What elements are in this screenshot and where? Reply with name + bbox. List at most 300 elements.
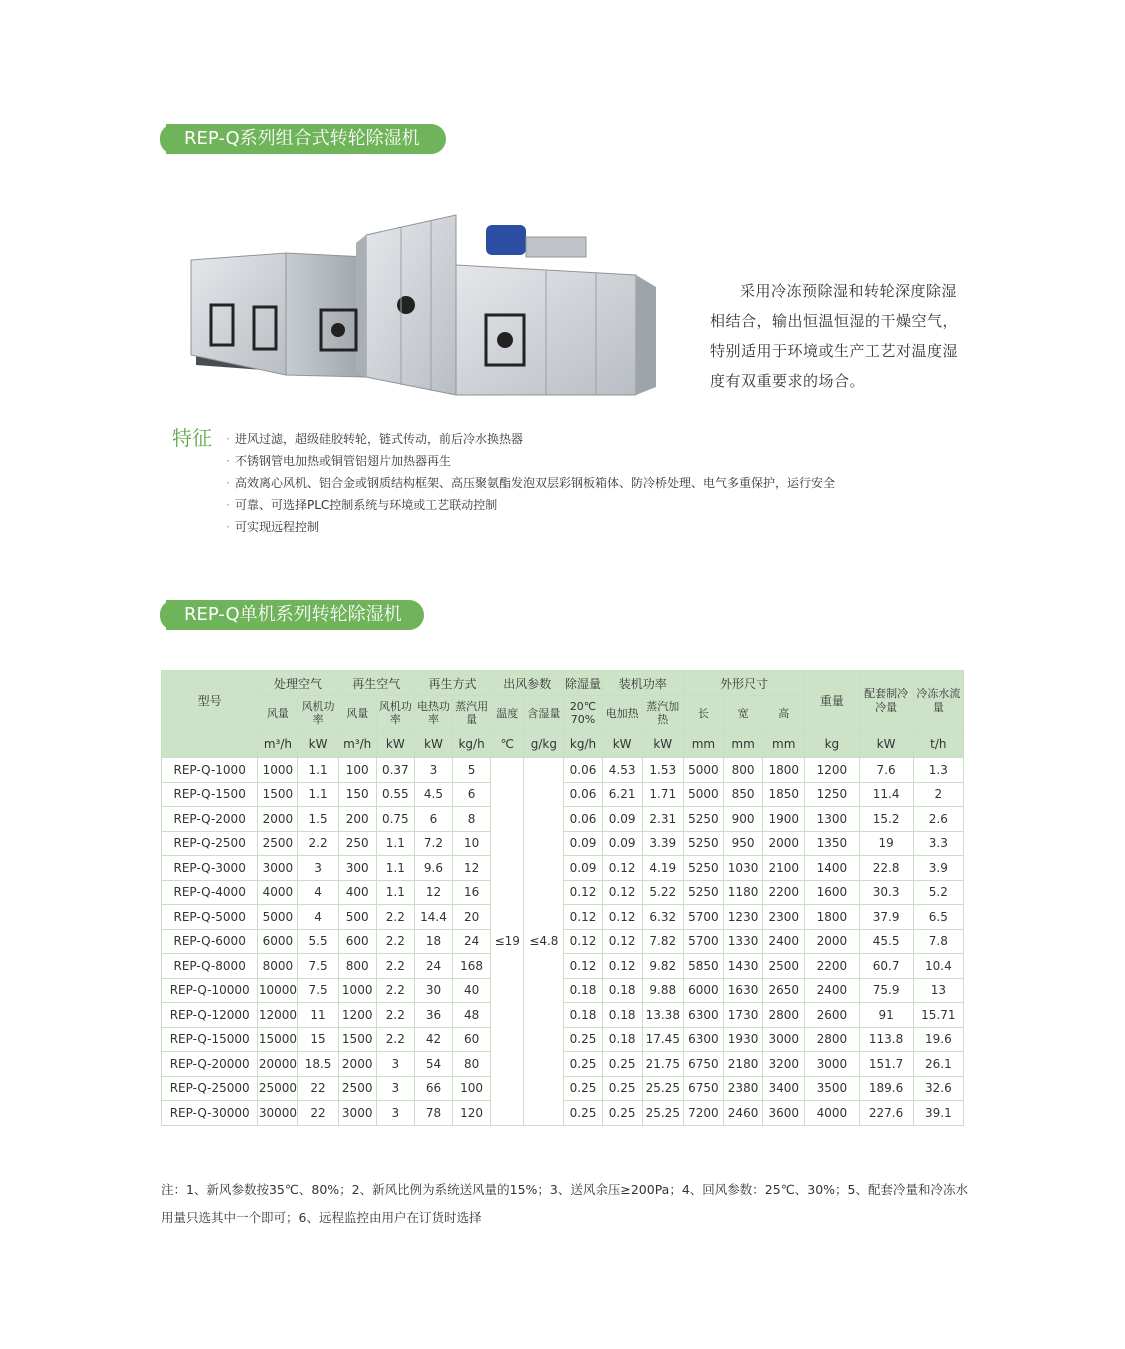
table-cell: 6750 (683, 1076, 723, 1101)
table-cell: 4.5 (414, 782, 452, 807)
table-cell: 18 (414, 929, 452, 954)
table-cell: 30000 (258, 1101, 298, 1126)
subheader: 温度 (491, 696, 524, 731)
table-cell: 1.1 (376, 831, 414, 856)
table-cell: 0.06 (564, 758, 602, 783)
table-cell: 850 (724, 782, 763, 807)
subheader: 高 (763, 696, 805, 731)
table-cell: 0.25 (564, 1027, 602, 1052)
feature-item: · 可靠、可选择PLC控制系统与环境或工艺联动控制 (226, 494, 836, 516)
spec-table-body (162, 758, 964, 1126)
table-cell: 500 (338, 905, 376, 930)
unit-cell: kW (298, 731, 338, 758)
model-cell: REP-Q-25000 (162, 1076, 258, 1101)
unit-cell: kW (414, 731, 452, 758)
table-cell: 5250 (683, 856, 723, 881)
table-cell: 6.32 (642, 905, 683, 930)
table-cell: 1200 (338, 1003, 376, 1028)
table-cell: 0.25 (602, 1076, 642, 1101)
header-dehum: 除湿量 (564, 671, 602, 696)
table-cell: 0.12 (564, 880, 602, 905)
feature-item: · 高效离心风机、铝合金或钢质结构框架、高压聚氨酯发泡双层彩钢板箱体、防冷桥处理、电气多重保护，运行安全 (226, 472, 836, 494)
table-cell: 300 (338, 856, 376, 881)
subheader: 蒸汽用量 (453, 696, 491, 731)
table-cell: 120 (453, 1101, 491, 1126)
table-cell: 30.3 (859, 880, 913, 905)
table-cell: 6300 (683, 1003, 723, 1028)
table-cell: 13.38 (642, 1003, 683, 1028)
header-process-air: 处理空气 (258, 671, 338, 696)
unit-cell: g/kg (524, 731, 564, 758)
table-cell: 800 (724, 758, 763, 783)
table-cell: 15000 (258, 1027, 298, 1052)
table-cell: 5250 (683, 807, 723, 832)
table-cell: 600 (338, 929, 376, 954)
table-cell: 9.82 (642, 954, 683, 979)
table-cell: 0.18 (602, 978, 642, 1003)
table-cell: 400 (338, 880, 376, 905)
unit-cell: kW (859, 731, 913, 758)
subheader: 蒸汽加热 (642, 696, 683, 731)
table-cell: 13 (913, 978, 963, 1003)
table-cell: 2 (913, 782, 963, 807)
table-cell: 1600 (805, 880, 859, 905)
table-cell: 0.12 (564, 954, 602, 979)
table-cell: 1500 (258, 782, 298, 807)
table-cell: 2200 (763, 880, 805, 905)
table-cell: 1330 (724, 929, 763, 954)
spec-table (161, 670, 964, 1126)
table-cell: 1.5 (298, 807, 338, 832)
outlet-temp-cell: ≤19 (491, 758, 524, 1126)
table-cell: 36 (414, 1003, 452, 1028)
feature-item: · 可实现远程控制 (226, 516, 836, 538)
model-cell: REP-Q-15000 (162, 1027, 258, 1052)
unit-cell: kg/h (453, 731, 491, 758)
header-power: 装机功率 (602, 671, 683, 696)
table-cell: 7200 (683, 1101, 723, 1126)
table-cell: 2100 (763, 856, 805, 881)
table-cell: 5.2 (913, 880, 963, 905)
table-cell: 2.2 (376, 954, 414, 979)
table-cell: 2.2 (376, 905, 414, 930)
table-cell: 1.53 (642, 758, 683, 783)
table-cell: 10000 (258, 978, 298, 1003)
table-cell: 3 (376, 1076, 414, 1101)
table-cell: 3000 (805, 1052, 859, 1077)
table-cell: 1000 (258, 758, 298, 783)
table-cell: 37.9 (859, 905, 913, 930)
units-row (162, 731, 964, 758)
unit-cell: kW (642, 731, 683, 758)
table-cell: 151.7 (859, 1052, 913, 1077)
features-list (226, 428, 836, 538)
table-cell: 6000 (258, 929, 298, 954)
table-cell: 0.12 (564, 929, 602, 954)
table-cell: 10.4 (913, 954, 963, 979)
table-cell: 22 (298, 1076, 338, 1101)
table-cell: 1200 (805, 758, 859, 783)
footnote: 注：1、新风参数按35℃、80%；2、新风比例为系统送风量的15%；3、送风余压≥200Pa；4、回风参数：25℃、30%；5、配套冷量和冷冻水用量只选其中一个即可；6、远程监控由用户在订货时选择 (161, 1182, 968, 1225)
table-cell: 60.7 (859, 954, 913, 979)
table-cell: 1030 (724, 856, 763, 881)
table-cell: 2600 (805, 1003, 859, 1028)
table-cell: 7.82 (642, 929, 683, 954)
table-cell: 60 (453, 1027, 491, 1052)
table-cell: 1.71 (642, 782, 683, 807)
model-cell: REP-Q-10000 (162, 978, 258, 1003)
table-cell: 2400 (763, 929, 805, 954)
table-cell: 17.45 (642, 1027, 683, 1052)
table-cell: 0.09 (602, 807, 642, 832)
table-cell: 5700 (683, 905, 723, 930)
table-cell: 7.5 (298, 954, 338, 979)
table-cell: 2300 (763, 905, 805, 930)
table-cell: 1350 (805, 831, 859, 856)
table-cell: 54 (414, 1052, 452, 1077)
table-cell: 10 (453, 831, 491, 856)
section-title-text: REP-Q单机系列转轮除湿机 (184, 604, 402, 625)
table-cell: 0.12 (564, 905, 602, 930)
table-cell: 5000 (258, 905, 298, 930)
subheader: 风量 (258, 696, 298, 731)
table-cell: 1.1 (298, 758, 338, 783)
table-cell: 2380 (724, 1076, 763, 1101)
table-cell: 2.2 (376, 929, 414, 954)
table-cell: 2500 (258, 831, 298, 856)
table-cell: 0.12 (602, 856, 642, 881)
table-cell: 100 (453, 1076, 491, 1101)
section-title-combined (166, 124, 446, 154)
table-cell: 0.09 (564, 856, 602, 881)
table-cell: 4 (298, 880, 338, 905)
table-cell: 1800 (763, 758, 805, 783)
table-cell: 250 (338, 831, 376, 856)
table-cell: 15.71 (913, 1003, 963, 1028)
table-cell: 6750 (683, 1052, 723, 1077)
unit-cell: kW (376, 731, 414, 758)
table-cell: 1180 (724, 880, 763, 905)
table-cell: 0.12 (602, 880, 642, 905)
table-cell: 6000 (683, 978, 723, 1003)
table-cell: 0.18 (602, 1003, 642, 1028)
table-cell: 8 (453, 807, 491, 832)
model-cell: REP-Q-1000 (162, 758, 258, 783)
feature-item: · 不锈钢管电加热或铜管铝翅片加热器再生 (226, 450, 836, 472)
table-cell: 80 (453, 1052, 491, 1077)
table-cell: 6 (414, 807, 452, 832)
table-cell: 5.22 (642, 880, 683, 905)
table-cell: 0.18 (602, 1027, 642, 1052)
header-dims: 外形尺寸 (683, 671, 804, 696)
table-cell: 75.9 (859, 978, 913, 1003)
unit-cell: kg/h (564, 731, 602, 758)
unit-cell: t/h (913, 731, 963, 758)
table-cell: 1500 (338, 1027, 376, 1052)
table-cell: 0.25 (602, 1052, 642, 1077)
table-cell: 0.25 (564, 1076, 602, 1101)
table-cell: 3500 (805, 1076, 859, 1101)
header-cooling: 配套制冷冷量 (859, 671, 913, 731)
table-cell: 0.55 (376, 782, 414, 807)
table-cell: 3600 (763, 1101, 805, 1126)
table-cell: 91 (859, 1003, 913, 1028)
table-cell: 2.2 (376, 1027, 414, 1052)
table-cell: 227.6 (859, 1101, 913, 1126)
table-cell: 6.5 (913, 905, 963, 930)
table-cell: 150 (338, 782, 376, 807)
table-cell: 20 (453, 905, 491, 930)
table-cell: 2460 (724, 1101, 763, 1126)
table-cell: 12000 (258, 1003, 298, 1028)
table-cell: 6 (453, 782, 491, 807)
header-model: 型号 (162, 671, 258, 731)
table-cell: 0.18 (564, 1003, 602, 1028)
table-cell: 1630 (724, 978, 763, 1003)
table-cell: 3.9 (913, 856, 963, 881)
table-cell: 0.06 (564, 807, 602, 832)
table-cell: 1.3 (913, 758, 963, 783)
table-cell: 1230 (724, 905, 763, 930)
table-cell: 800 (338, 954, 376, 979)
table-cell: 25.25 (642, 1076, 683, 1101)
table-cell: 200 (338, 807, 376, 832)
model-cell: REP-Q-3000 (162, 856, 258, 881)
table-cell: 2200 (805, 954, 859, 979)
table-cell: 950 (724, 831, 763, 856)
table-cell: 2650 (763, 978, 805, 1003)
table-cell: 14.4 (414, 905, 452, 930)
table-cell: 1800 (805, 905, 859, 930)
table-cell: 1.1 (298, 782, 338, 807)
table-cell: 22 (298, 1101, 338, 1126)
table-cell: 3 (376, 1052, 414, 1077)
table-cell: 1.1 (376, 880, 414, 905)
table-cell: 168 (453, 954, 491, 979)
table-cell: 0.06 (564, 782, 602, 807)
table-cell: 0.25 (564, 1052, 602, 1077)
table-cell: 5250 (683, 880, 723, 905)
table-row (162, 758, 964, 783)
dehumidifier-unit-image (186, 205, 656, 425)
table-cell: 30 (414, 978, 452, 1003)
subheader: 宽 (724, 696, 763, 731)
table-cell: 5700 (683, 929, 723, 954)
subheader: 20℃ 70% (564, 696, 602, 731)
table-cell: 11 (298, 1003, 338, 1028)
table-cell: 0.09 (602, 831, 642, 856)
table-cell: 2400 (805, 978, 859, 1003)
table-cell: 24 (414, 954, 452, 979)
table-cell: 1400 (805, 856, 859, 881)
table-cell: 8000 (258, 954, 298, 979)
table-cell: 100 (338, 758, 376, 783)
table-cell: 1430 (724, 954, 763, 979)
table-cell: 78 (414, 1101, 452, 1126)
model-cell: REP-Q-2500 (162, 831, 258, 856)
table-cell: 5000 (683, 758, 723, 783)
section-title-standalone (166, 600, 424, 630)
subheader: 电热功率 (414, 696, 452, 731)
table-cell: 19.6 (913, 1027, 963, 1052)
header-regen-air: 再生空气 (338, 671, 414, 696)
table-cell: 2800 (763, 1003, 805, 1028)
unit-cell: m³/h (258, 731, 298, 758)
table-cell: 0.18 (564, 978, 602, 1003)
table-cell: 0.09 (564, 831, 602, 856)
table-cell: 2800 (805, 1027, 859, 1052)
header-water: 冷冻水流量 (913, 671, 963, 731)
table-cell: 25000 (258, 1076, 298, 1101)
outlet-humidity-cell: ≤4.8 (524, 758, 564, 1126)
table-cell: 3000 (338, 1101, 376, 1126)
table-cell: 9.88 (642, 978, 683, 1003)
model-cell: REP-Q-6000 (162, 929, 258, 954)
table-cell: 900 (724, 807, 763, 832)
table-cell: 2000 (805, 929, 859, 954)
table-cell: 42 (414, 1027, 452, 1052)
table-cell: 18.5 (298, 1052, 338, 1077)
model-cell: REP-Q-4000 (162, 880, 258, 905)
table-cell: 4000 (805, 1101, 859, 1126)
features-heading: 特征 (172, 426, 212, 450)
table-cell: 2180 (724, 1052, 763, 1077)
table-cell: 7.5 (298, 978, 338, 1003)
subheader: 含湿量 (524, 696, 564, 731)
model-cell: REP-Q-12000 (162, 1003, 258, 1028)
table-cell: 12 (453, 856, 491, 881)
table-cell: 3.39 (642, 831, 683, 856)
table-cell: 3000 (763, 1027, 805, 1052)
table-cell: 15 (298, 1027, 338, 1052)
table-cell: 11.4 (859, 782, 913, 807)
table-cell: 2000 (338, 1052, 376, 1077)
subheader: 长 (683, 696, 723, 731)
table-cell: 4000 (258, 880, 298, 905)
table-cell: 2.6 (913, 807, 963, 832)
table-cell: 0.12 (602, 929, 642, 954)
table-cell: 3000 (258, 856, 298, 881)
model-cell: REP-Q-30000 (162, 1101, 258, 1126)
table-cell: 1300 (805, 807, 859, 832)
table-cell: 25.25 (642, 1101, 683, 1126)
table-cell: 0.25 (602, 1101, 642, 1126)
table-cell: 40 (453, 978, 491, 1003)
product-intro: 采用冷冻预除湿和转轮深度除湿相结合，输出恒温恒湿的干燥空气，特别适用于环境或生产工艺对温度湿度有双重要求的场合。 (710, 282, 959, 390)
table-cell: 113.8 (859, 1027, 913, 1052)
table-cell: 0.12 (602, 905, 642, 930)
table-cell: 0.12 (602, 954, 642, 979)
table-cell: 20000 (258, 1052, 298, 1077)
table-cell: 1250 (805, 782, 859, 807)
unit-cell (162, 731, 258, 758)
model-cell: REP-Q-5000 (162, 905, 258, 930)
table-cell: 1900 (763, 807, 805, 832)
table-cell: 4.19 (642, 856, 683, 881)
table-cell: 2000 (763, 831, 805, 856)
table-cell: 1000 (338, 978, 376, 1003)
table-cell: 16 (453, 880, 491, 905)
unit-cell: ℃ (491, 731, 524, 758)
table-cell: 7.6 (859, 758, 913, 783)
table-cell: 5000 (683, 782, 723, 807)
table-cell: 4.53 (602, 758, 642, 783)
table-cell: 12 (414, 880, 452, 905)
subheader: 风机功率 (376, 696, 414, 731)
table-cell: 3400 (763, 1076, 805, 1101)
table-cell: 0.75 (376, 807, 414, 832)
table-cell: 0.25 (564, 1101, 602, 1126)
table-cell: 26.1 (913, 1052, 963, 1077)
table-cell: 3 (376, 1101, 414, 1126)
table-cell: 1730 (724, 1003, 763, 1028)
table-cell: 21.75 (642, 1052, 683, 1077)
table-cell: 6300 (683, 1027, 723, 1052)
unit-cell: mm (683, 731, 723, 758)
table-cell: 5250 (683, 831, 723, 856)
model-cell: REP-Q-2000 (162, 807, 258, 832)
model-cell: REP-Q-8000 (162, 954, 258, 979)
table-cell: 2.2 (376, 1003, 414, 1028)
table-cell: 24 (453, 929, 491, 954)
table-cell: 1.1 (376, 856, 414, 881)
table-cell: 2.31 (642, 807, 683, 832)
subheader: 电加热 (602, 696, 642, 731)
table-cell: 2.2 (376, 978, 414, 1003)
table-cell: 6.21 (602, 782, 642, 807)
table-cell: 2500 (338, 1076, 376, 1101)
table-cell: 1930 (724, 1027, 763, 1052)
table-cell: 5.5 (298, 929, 338, 954)
table-cell: 39.1 (913, 1101, 963, 1126)
table-cell: 3 (298, 856, 338, 881)
table-cell: 9.6 (414, 856, 452, 881)
table-cell: 0.37 (376, 758, 414, 783)
table-cell: 189.6 (859, 1076, 913, 1101)
unit-cell: kg (805, 731, 859, 758)
table-cell: 4 (298, 905, 338, 930)
table-cell: 3 (414, 758, 452, 783)
table-cell: 5 (453, 758, 491, 783)
table-cell: 2000 (258, 807, 298, 832)
table-cell: 2500 (763, 954, 805, 979)
unit-cell: mm (724, 731, 763, 758)
unit-cell: mm (763, 731, 805, 758)
table-cell: 1850 (763, 782, 805, 807)
table-cell: 7.2 (414, 831, 452, 856)
section-title-text: REP-Q系列组合式转轮除湿机 (184, 128, 420, 149)
table-cell: 45.5 (859, 929, 913, 954)
table-cell: 32.6 (913, 1076, 963, 1101)
header-regen-mode: 再生方式 (414, 671, 490, 696)
header-outlet: 出风参数 (491, 671, 564, 696)
unit-cell: kW (602, 731, 642, 758)
table-cell: 5850 (683, 954, 723, 979)
table-cell: 3.3 (913, 831, 963, 856)
table-cell: 48 (453, 1003, 491, 1028)
table-cell: 19 (859, 831, 913, 856)
feature-item: · 进风过滤，超级硅胶转轮，链式传动，前后冷水换热器 (226, 428, 836, 450)
header-weight: 重量 (805, 671, 859, 731)
table-cell: 7.8 (913, 929, 963, 954)
subheader: 风量 (338, 696, 376, 731)
model-cell: REP-Q-20000 (162, 1052, 258, 1077)
table-cell: 22.8 (859, 856, 913, 881)
table-cell: 15.2 (859, 807, 913, 832)
unit-cell: m³/h (338, 731, 376, 758)
model-cell: REP-Q-1500 (162, 782, 258, 807)
table-cell: 2.2 (298, 831, 338, 856)
